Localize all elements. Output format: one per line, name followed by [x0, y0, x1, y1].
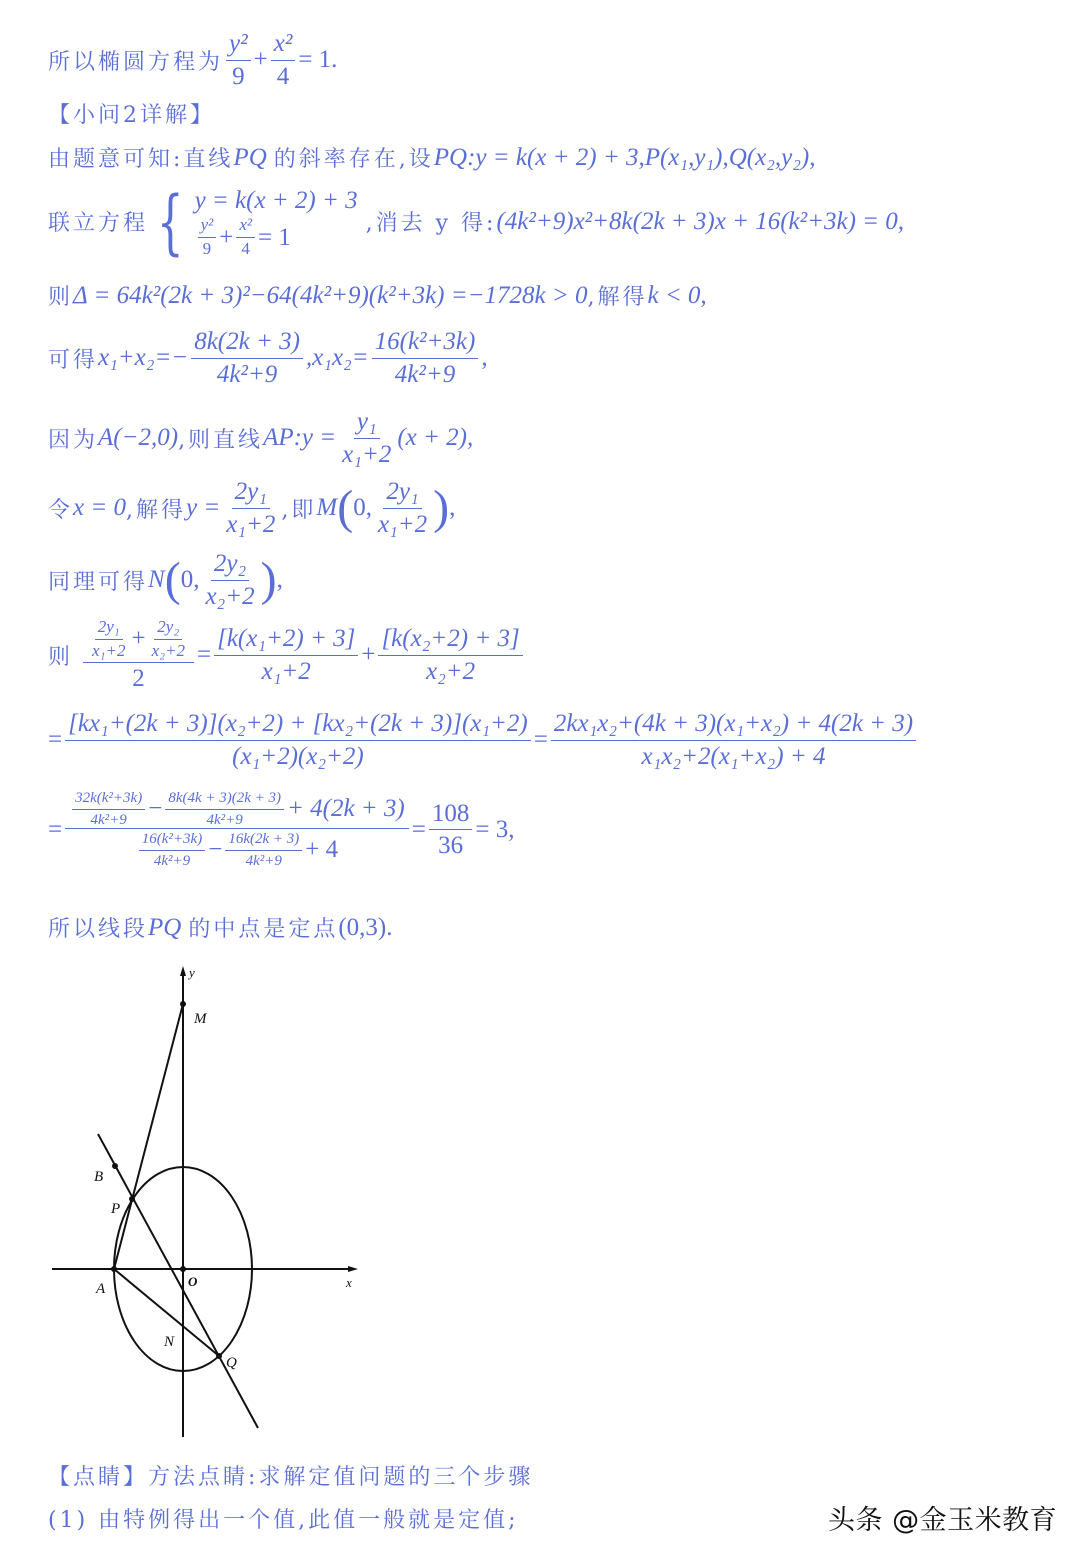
- y-arrow-icon: [180, 966, 186, 976]
- text: ,则直线: [178, 427, 264, 453]
- ellipse-diagram: [0, 950, 400, 1450]
- point-p: [129, 1196, 135, 1202]
- fraction: $\frac{\text{16(k²+3k)}}{\text{4k²+9}}$: [372, 328, 479, 388]
- result: = 3,: [475, 815, 515, 843]
- math: PQ: [233, 143, 267, 171]
- math: 0,: [353, 494, 372, 521]
- fraction: $\frac{\text{2y₁}}{\text{x₁+2}}$: [226, 478, 276, 538]
- discriminant-line: [48, 280, 707, 311]
- text: ,解得: [125, 497, 186, 523]
- point-n-line: [48, 550, 283, 610]
- fraction: $\frac{\text{2y₁}}{\text{x₁+2}}$: [377, 478, 428, 538]
- system-of-equations-line: [48, 180, 905, 263]
- equation: y = k(x + 2) + 3: [194, 187, 358, 214]
- text: ,: [276, 566, 283, 593]
- equals: =: [48, 815, 63, 843]
- label-a: A: [96, 1281, 106, 1297]
- fraction: $\frac{8k(2k + 3)}{\text{4k²+9}}$: [191, 328, 303, 388]
- line-am: [114, 1004, 183, 1269]
- math: y =: [185, 494, 221, 521]
- math: AP:y =: [263, 424, 337, 451]
- label-o: O: [188, 1274, 198, 1289]
- plus: +: [361, 641, 376, 669]
- math: k < 0,: [647, 281, 707, 309]
- text: 所以线段: [48, 917, 149, 942]
- text: 的中点是定点: [188, 917, 339, 942]
- equals: =: [48, 726, 63, 753]
- label-y: y: [189, 965, 195, 980]
- label-q: Q: [226, 1355, 237, 1371]
- section-heading: [48, 98, 215, 129]
- plus: +: [253, 46, 268, 73]
- equals: =: [197, 641, 212, 669]
- paren: ): [260, 553, 277, 606]
- math: M: [316, 494, 338, 521]
- ellipse-equation-line: [48, 30, 337, 90]
- fraction: $\frac{\text{y²}}{9}$: [226, 30, 251, 90]
- math: (0,3).: [338, 913, 393, 941]
- point-a: [111, 1266, 117, 1272]
- midpoint-calc-line-1: [48, 618, 526, 693]
- fraction: $\frac{\text{[kx₁+(2k + 3)](x₂+2) + [kx₂+(2k + 3)](x₁+2)}}{\text{(x₁+2)(x₂+2)}}$: [65, 710, 531, 770]
- fraction: $\frac{\text{x²}}{4}$: [271, 30, 296, 90]
- fraction: $\frac{\text{y₁}}{\text{x₁+2}}$: [342, 408, 392, 468]
- tips-heading-line: [48, 1460, 533, 1491]
- math: N: [148, 566, 165, 593]
- conclusion-line: [48, 912, 393, 943]
- text: 所以椭圆方程为: [48, 49, 224, 75]
- point-q: [216, 1353, 222, 1359]
- text: ,消去 y 得:: [365, 211, 497, 237]
- math: PQ:y = k(x + 2) + 3,P(x₁,y₁),Q(x₂,y₂),: [433, 143, 816, 171]
- math: A(−2,0): [98, 424, 179, 451]
- line-ap-line: [48, 408, 473, 468]
- fraction: $\frac{\text{[k(x₁+2) + 3]}}{\text{x₁+2}}$: [214, 625, 358, 685]
- text: 方法点睛:求解定值问题的三个步骤: [148, 1465, 534, 1490]
- equation: $\frac{\text{y²}}{9}$ + $\frac{\text{x²}}{4}$ = 1: [195, 216, 358, 258]
- brace: {: [156, 180, 184, 263]
- watermark: 头条 @金玉米教育: [828, 1505, 1058, 1536]
- text: 可得: [48, 347, 99, 373]
- vieta-line: [48, 328, 488, 388]
- text: (1) 由特例得出一个值,此值一般就是定值;: [48, 1508, 519, 1533]
- equals: =: [411, 815, 426, 843]
- label-n: N: [164, 1334, 175, 1350]
- math: (x + 2),: [397, 424, 474, 451]
- solution-line-3: [48, 142, 815, 173]
- heading-text: 【小问2详解】: [48, 103, 215, 128]
- fraction: $\frac{108}{36}$: [429, 800, 473, 860]
- paren: (: [164, 553, 181, 606]
- tips-step-1: [48, 1503, 519, 1534]
- text: ,解得: [587, 285, 648, 310]
- math: Δ = 64k²(2k + 3)²−64(4k²+9)(k²+3k) =−1728k > 0: [73, 281, 588, 309]
- paren: ): [433, 481, 450, 534]
- x-arrow-icon: [348, 1266, 358, 1272]
- point-m: [180, 1001, 186, 1007]
- compound-fraction: $\frac{\text{32k(k²+3k)}}{\text{4k²+9}}$ − $\frac{8k(4k + 3)(2k + 3)}{\text{4k²+9}}$ + 4(2k + 3) $\frac{\text{16(k²+3k)}}{\text{4k²+9}}$ − $\frac{16k(2k + 3)}{\text{4k²+9}}$ + 4: [65, 790, 409, 869]
- text: ,: [481, 344, 488, 371]
- text: 因为: [48, 427, 99, 453]
- equation-system: [195, 185, 358, 259]
- text: 令: [48, 497, 74, 523]
- line-pq: [98, 1134, 258, 1428]
- paren: (: [337, 481, 354, 534]
- label-m: M: [194, 1011, 207, 1027]
- math: 0,: [180, 566, 200, 593]
- label-x: x: [346, 1275, 352, 1290]
- heading-text: 【点睛】: [48, 1465, 149, 1490]
- point-o: [180, 1266, 186, 1272]
- point-m-line: [48, 478, 455, 538]
- text: 由题意可知:直线: [48, 147, 234, 172]
- fraction: $\frac{\text{2kx₁x₂+(4k + 3)(x₁+x₂) + 4(2k + 3)}}{\text{x₁x₂+2(x₁+x₂) + 4}}$: [551, 710, 916, 770]
- point-b: [112, 1163, 118, 1169]
- math: PQ: [148, 913, 182, 941]
- text: ,即: [281, 497, 317, 523]
- midpoint-calc-line-2: [48, 710, 919, 770]
- fraction: $\frac{\text{2y₂}}{\text{x₂+2}}$: [205, 550, 255, 610]
- text: 同理可得: [48, 569, 149, 595]
- compound-fraction: $\frac{\text{2y₁}}{\text{x₁+2}}$ + $\frac{\text{2y₂}}{\text{x₂+2}}$ 2: [83, 618, 194, 693]
- fraction: $\frac{\text{[k(x₂+2) + 3]}}{\text{x₂+2}}$: [378, 625, 522, 685]
- midpoint-calc-line-3: [48, 790, 514, 869]
- text: ,: [449, 494, 456, 521]
- math: ,x₁x₂=: [305, 344, 369, 371]
- math: x = 0: [73, 494, 126, 521]
- text: = 1.: [298, 46, 338, 73]
- text: 的斜率存在,设: [273, 147, 434, 172]
- equals: =: [533, 726, 548, 753]
- text: 则: [48, 644, 74, 670]
- math: x₁+x₂=−: [98, 344, 189, 371]
- label-p: P: [111, 1201, 121, 1217]
- text: 则: [48, 285, 74, 310]
- text: 联立方程: [48, 211, 149, 237]
- label-b: B: [94, 1169, 104, 1185]
- math: (4k²+9)x²+8k(2k + 3)x + 16(k²+3k) = 0,: [496, 207, 905, 235]
